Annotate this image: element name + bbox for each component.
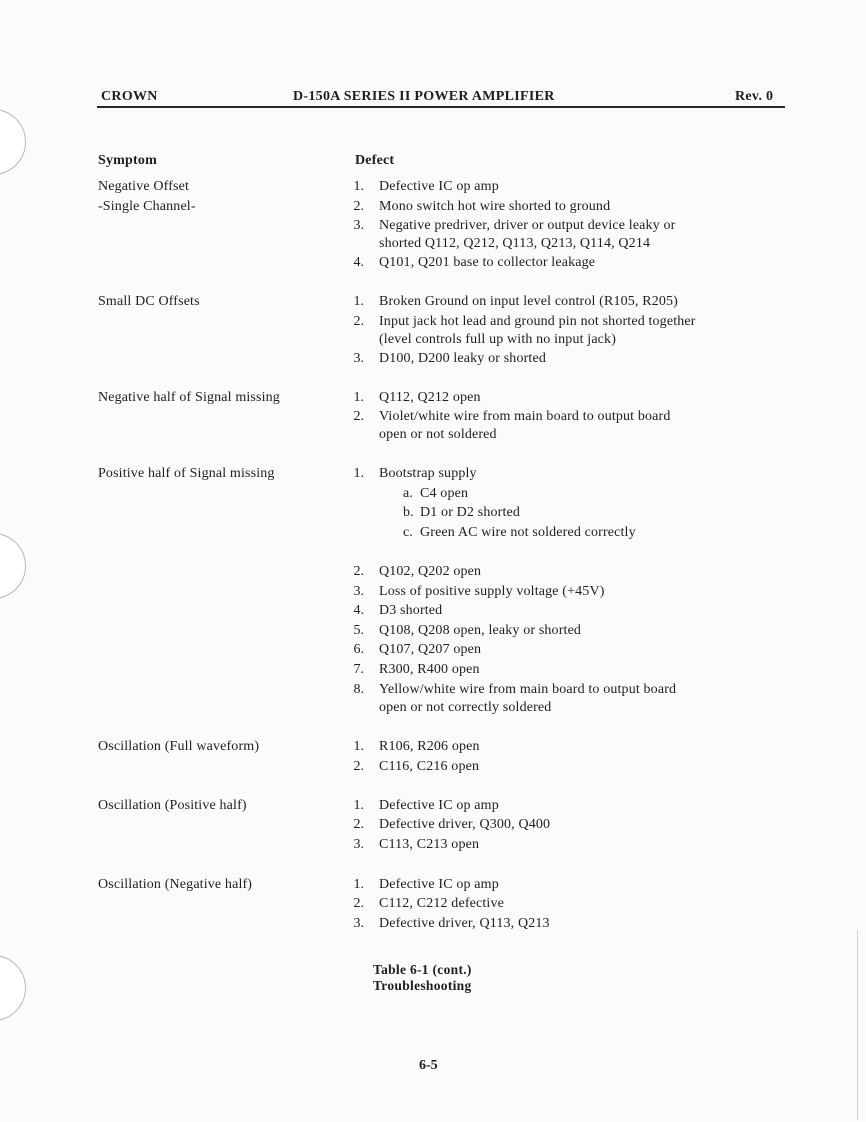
defect-number: 1. bbox=[353, 877, 364, 892]
table-caption-subtitle: Troubleshooting bbox=[373, 978, 472, 993]
defect-text: Yellow/white wire from main board to output board bbox=[379, 682, 677, 697]
page-number: 6-5 bbox=[419, 1058, 438, 1073]
column-header-defect: Defect bbox=[355, 153, 395, 168]
defect-text-continued: shorted Q112, Q212, Q113, Q213, Q114, Q214 bbox=[379, 236, 651, 251]
defect-number: 3. bbox=[353, 351, 364, 366]
defect-text: Defective driver, Q113, Q213 bbox=[379, 916, 550, 931]
defect-text-continued: open or not correctly soldered bbox=[379, 700, 552, 715]
header-revision: Rev. 0 bbox=[735, 89, 774, 104]
defect-text: C112, C212 defective bbox=[379, 896, 504, 911]
defect-number: 5. bbox=[353, 623, 364, 638]
defect-text: R300, R400 open bbox=[379, 662, 480, 677]
defect-text: Q107, Q207 open bbox=[379, 642, 482, 657]
scan-edge-line bbox=[857, 930, 858, 1120]
header-brand: CROWN bbox=[101, 89, 158, 104]
defect-text: Defective IC op amp bbox=[379, 798, 499, 813]
sub-item-letter: c. bbox=[403, 525, 413, 540]
defect-number: 1. bbox=[353, 798, 364, 813]
defect-number: 2. bbox=[353, 199, 364, 214]
defect-text-continued: open or not soldered bbox=[379, 427, 497, 442]
defect-number: 4. bbox=[353, 603, 364, 618]
defect-text: R106, R206 open bbox=[379, 739, 480, 754]
defect-text: Defective driver, Q300, Q400 bbox=[379, 817, 551, 832]
defect-number: 6. bbox=[353, 642, 364, 657]
sub-item-text: C4 open bbox=[420, 486, 469, 501]
defect-text: Q102, Q202 open bbox=[379, 564, 482, 579]
symptom-negative-half-missing: Negative half of Signal missing bbox=[98, 390, 280, 405]
defect-text: Q101, Q201 base to collector leakage bbox=[379, 255, 596, 270]
defect-number: 1. bbox=[353, 739, 364, 754]
defect-text: Mono switch hot wire shorted to ground bbox=[379, 199, 611, 214]
binder-hole-top bbox=[0, 109, 26, 175]
defect-number: 2. bbox=[353, 409, 364, 424]
defect-text: C116, C216 open bbox=[379, 759, 480, 774]
defect-number: 1. bbox=[353, 466, 364, 481]
binder-hole-bottom bbox=[0, 955, 26, 1021]
defect-number: 3. bbox=[353, 837, 364, 852]
defect-number: 3. bbox=[353, 218, 364, 233]
defect-number: 7. bbox=[353, 662, 364, 677]
column-header-symptom: Symptom bbox=[98, 153, 157, 168]
header-rule bbox=[97, 106, 785, 108]
defect-text: Loss of positive supply voltage (+45V) bbox=[379, 584, 605, 599]
defect-text: Q108, Q208 open, leaky or shorted bbox=[379, 623, 582, 638]
defect-text: D100, D200 leaky or shorted bbox=[379, 351, 546, 366]
defect-text: Input jack hot lead and ground pin not shorted together bbox=[379, 314, 696, 329]
defect-text-continued: (level controls full up with no input jack) bbox=[379, 332, 617, 347]
symptom-small-dc-offsets: Small DC Offsets bbox=[98, 294, 200, 309]
defect-text: Bootstrap supply bbox=[379, 466, 477, 481]
sub-item-text: Green AC wire not soldered correctly bbox=[420, 525, 636, 540]
defect-number: 2. bbox=[353, 564, 364, 579]
defect-text: C113, C213 open bbox=[379, 837, 480, 852]
sub-item-letter: b. bbox=[403, 505, 414, 520]
defect-text: Q112, Q212 open bbox=[379, 390, 481, 405]
table-caption-title: Table 6-1 (cont.) bbox=[373, 962, 472, 977]
defect-text: Defective IC op amp bbox=[379, 179, 499, 194]
defect-number: 2. bbox=[353, 314, 364, 329]
symptom-oscillation-full: Oscillation (Full waveform) bbox=[98, 739, 260, 754]
sub-item-letter: a. bbox=[403, 486, 413, 501]
defect-number: 3. bbox=[353, 584, 364, 599]
defect-number: 2. bbox=[353, 759, 364, 774]
defect-number: 3. bbox=[353, 916, 364, 931]
header-title: D-150A SERIES II POWER AMPLIFIER bbox=[293, 89, 555, 104]
defect-number: 8. bbox=[353, 682, 364, 697]
symptom-negative-offset: Negative Offset bbox=[98, 179, 190, 194]
defect-number: 4. bbox=[353, 255, 364, 270]
symptom-oscillation-positive: Oscillation (Positive half) bbox=[98, 798, 247, 813]
symptom-oscillation-negative: Oscillation (Negative half) bbox=[98, 877, 253, 892]
defect-text: Negative predriver, driver or output device leaky or bbox=[379, 218, 676, 233]
defect-text: Violet/white wire from main board to output board bbox=[379, 409, 671, 424]
defect-text: D3 shorted bbox=[379, 603, 443, 618]
symptom-positive-half-missing: Positive half of Signal missing bbox=[98, 466, 275, 481]
defect-number: 2. bbox=[353, 896, 364, 911]
defect-number: 1. bbox=[353, 390, 364, 405]
binder-hole-middle bbox=[0, 533, 26, 599]
sub-item-text: D1 or D2 shorted bbox=[420, 505, 520, 520]
defect-number: 2. bbox=[353, 817, 364, 832]
defect-number: 1. bbox=[353, 179, 364, 194]
symptom-negative-offset-sub: -Single Channel- bbox=[98, 199, 196, 214]
defect-text: Defective IC op amp bbox=[379, 877, 499, 892]
defect-text: Broken Ground on input level control (R105, R205) bbox=[379, 294, 678, 309]
defect-number: 1. bbox=[353, 294, 364, 309]
